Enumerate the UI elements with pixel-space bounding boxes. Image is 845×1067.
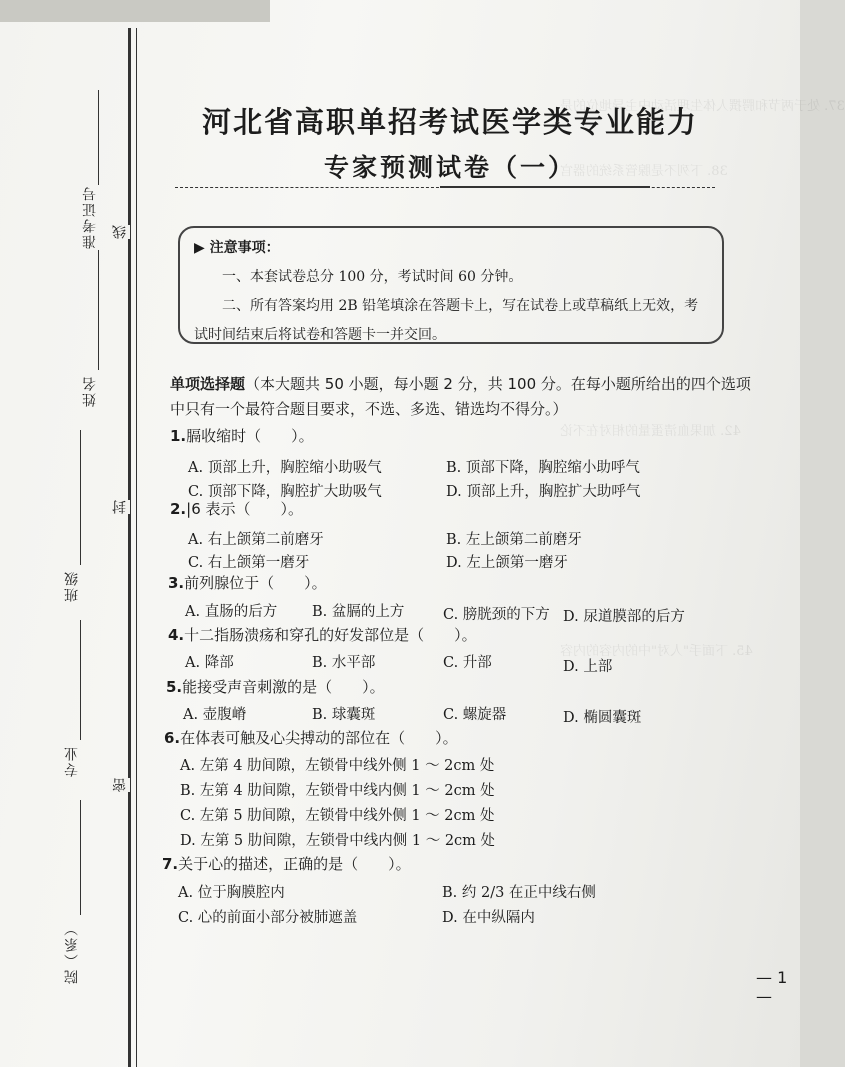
name-label: 姓名: [82, 375, 98, 407]
school-field[interactable]: [80, 800, 81, 915]
seal-mark-line: 线: [112, 225, 128, 239]
background-surface: [0, 0, 270, 22]
school-label: 院（系）: [64, 920, 80, 984]
section-heading: [170, 372, 760, 422]
option[interactable]: C. 升部: [443, 655, 492, 671]
question-text: |6 表示（ ）。: [186, 500, 304, 518]
question-text: 十二指肠溃疡和穿孔的好发部位是（ ）。: [184, 626, 477, 644]
section-title: 单项选择题: [170, 375, 246, 393]
option[interactable]: D. 尿道膜部的后方: [563, 609, 685, 625]
notice-item: 二、所有答案均用 2B 铅笔填涂在答题卡上，写在试卷上或草稿纸上无效，考试时间结束后将试卷和答题卡一并交回。: [194, 298, 699, 343]
page-subtitle: 专家预测试卷（一）: [323, 153, 576, 182]
option[interactable]: D. 左上颌第一磨牙: [446, 555, 568, 571]
section-description: （本大题共 50 小题，每小题 2 分，共 100 分。在每小题所给出的四个选项中只有一个最符合题目要求，不选、多选、错选均不得分。）: [170, 375, 751, 418]
question: [168, 624, 477, 645]
page-title: 河北省高职单招考试医学类专业能力: [201, 105, 698, 139]
question: [168, 572, 327, 593]
option[interactable]: D. 顶部上升，胸腔扩大助呼气: [446, 484, 641, 500]
option[interactable]: A. 右上颌第二前磨牙: [188, 532, 324, 548]
notice-box: [178, 226, 724, 344]
option[interactable]: C. 膀胱颈的下方: [443, 607, 550, 623]
title-divider-accent: [440, 186, 650, 188]
major-label: 专业: [64, 745, 80, 777]
notice-item: 一、本套试卷总分 100 分，考试时间 60 分钟。: [222, 269, 523, 285]
binding-line: [128, 28, 131, 1067]
question-text: 在体表可触及心尖搏动的部位在（ ）。: [180, 729, 458, 747]
question-number: 2.: [170, 500, 187, 518]
exam-number-label: 准考证号: [82, 185, 98, 249]
major-field[interactable]: [80, 620, 81, 740]
question: [166, 676, 385, 697]
exam-number-field[interactable]: [98, 90, 99, 185]
option[interactable]: B. 水平部: [312, 655, 376, 671]
seal-mark-seal: 封: [112, 500, 128, 514]
question-number: 3.: [168, 574, 185, 592]
option[interactable]: C. 右上颌第一磨牙: [188, 555, 310, 571]
option[interactable]: C. 螺旋器: [443, 707, 507, 723]
option[interactable]: A. 降部: [185, 655, 234, 671]
question-text: 能接受声音刺激的是（ ）。: [182, 678, 385, 696]
binding-line-thin: [136, 28, 137, 1067]
option[interactable]: D. 上部: [563, 659, 613, 675]
option[interactable]: C. 心的前面小部分被肺遮盖: [178, 910, 358, 926]
option[interactable]: C. 左第 5 肋间隙，左锁骨中线外侧 1 ～ 2cm 处: [180, 808, 495, 824]
exam-page: 37. 处于两节和腭撰人体生理活动中主导地位的是 38. 下列不是腺管系统的器官 42. 加果血清蛋量的相对在不论 45. 下面手"人对"中的内容的内容 准考证号 姓名 班级 专业 院（系） 线 封 密 河北省高职单招考试医学类专业能力 专家预测试卷（一） ▶ 注意事项： 一、本套试卷总分 100 分，考试时间 60 分钟。 二、所有答案均用 2B 铅笔填涂在答题卡上，写在试卷上或草稿纸上无效，考试时间结束后将试卷和答题卡一并交回。 单项选择题（本大题共 50 小题，每小题 2 分，共 100 分。在每小题所给出的四个选项中只有一个最符合题目要求，不选、多选、错选均不得分。） 1.膈收缩时（ ）。 A. 顶部上升，胸腔缩小助吸气 B. 顶部下降，胸腔缩小助呼气 C. 顶部下降，胸腔扩大助吸气 D. 顶部上升，胸腔扩大助呼气 2.|6 表示（ ）。 A. 右上颌第二前磨牙 B. 左上颌第二前磨牙 C. 右上颌第一磨牙 D. 左上颌第一磨牙 3.前列腺位于（ ）。 A. 直肠的后方 B. 盆膈的上方 C. 膀胱颈的下方 D. 尿道膜部的后方 4.十二指肠溃疡和穿孔的好发部位是（ ）。 A. 降部 B. 水平部 C. 升部 D. 上部 5.能接受声音刺激的是（ ）。 A. 壶腹嵴 B. 球囊斑 C. 螺旋器 D. 椭圆囊斑 6.在体表可触及心尖搏动的部位在（ ）。 A. 左第 4 肋间隙，左锁骨中线外侧 1 ～ 2cm 处 B. 左第 4 肋间隙，左锁骨中线内侧 1 ～ 2cm 处 C. 左第 5 肋间隙，左锁骨中线外侧 1 ～ 2cm 处 D. 左第 5 肋间隙，左锁骨中线内侧 1 ～ 2cm 处 7.关于心的描述，正确的是（ ）。 A. 位于胸膜腔内 B. 约 2/3 在正中线右侧 C. 心的前面小部分被肺遮盖 D. 在中纵隔内 — 1 —: [0, 0, 800, 1067]
question-text: 前列腺位于（ ）。: [184, 574, 327, 592]
question: [162, 853, 411, 874]
question-number: 4.: [168, 626, 185, 644]
question: [170, 498, 303, 519]
option[interactable]: C. 顶部下降，胸腔扩大助吸气: [188, 484, 382, 500]
class-label: 班级: [64, 570, 80, 602]
class-field[interactable]: [80, 430, 81, 565]
option[interactable]: D. 左第 5 肋间隙，左锁骨中线内侧 1 ～ 2cm 处: [180, 833, 496, 849]
question-number: 6.: [164, 729, 181, 747]
question-number: 1.: [170, 427, 187, 445]
question-text: 膈收缩时（ ）。: [186, 427, 314, 445]
option[interactable]: A. 位于胸膜腔内: [178, 885, 285, 901]
notice-title: ▶ 注意事项：: [194, 240, 280, 256]
option[interactable]: D. 椭圆囊斑: [563, 710, 642, 726]
option[interactable]: A. 左第 4 肋间隙，左锁骨中线外侧 1 ～ 2cm 处: [180, 758, 495, 774]
question-number: 7.: [162, 855, 179, 873]
option[interactable]: B. 盆膈的上方: [312, 604, 405, 620]
question-text: 关于心的描述，正确的是（ ）。: [178, 855, 411, 873]
option[interactable]: B. 约 2/3 在正中线右侧: [442, 885, 596, 901]
option[interactable]: A. 壶腹嵴: [183, 707, 247, 723]
question: [170, 425, 314, 446]
option[interactable]: B. 左上颌第二前磨牙: [446, 532, 582, 548]
page-number: — 1 —: [756, 968, 788, 1006]
option[interactable]: B. 球囊斑: [312, 707, 376, 723]
seal-mark-secret: 密: [112, 778, 128, 792]
option[interactable]: A. 顶部上升，胸腔缩小助吸气: [188, 460, 382, 476]
question-number: 5.: [166, 678, 183, 696]
option[interactable]: D. 在中纵隔内: [442, 910, 535, 926]
option[interactable]: B. 顶部下降，胸腔缩小助呼气: [446, 460, 640, 476]
option[interactable]: A. 直肠的后方: [185, 604, 278, 620]
option[interactable]: B. 左第 4 肋间隙，左锁骨中线内侧 1 ～ 2cm 处: [180, 783, 495, 799]
question: [164, 727, 458, 748]
name-field[interactable]: [98, 250, 99, 370]
